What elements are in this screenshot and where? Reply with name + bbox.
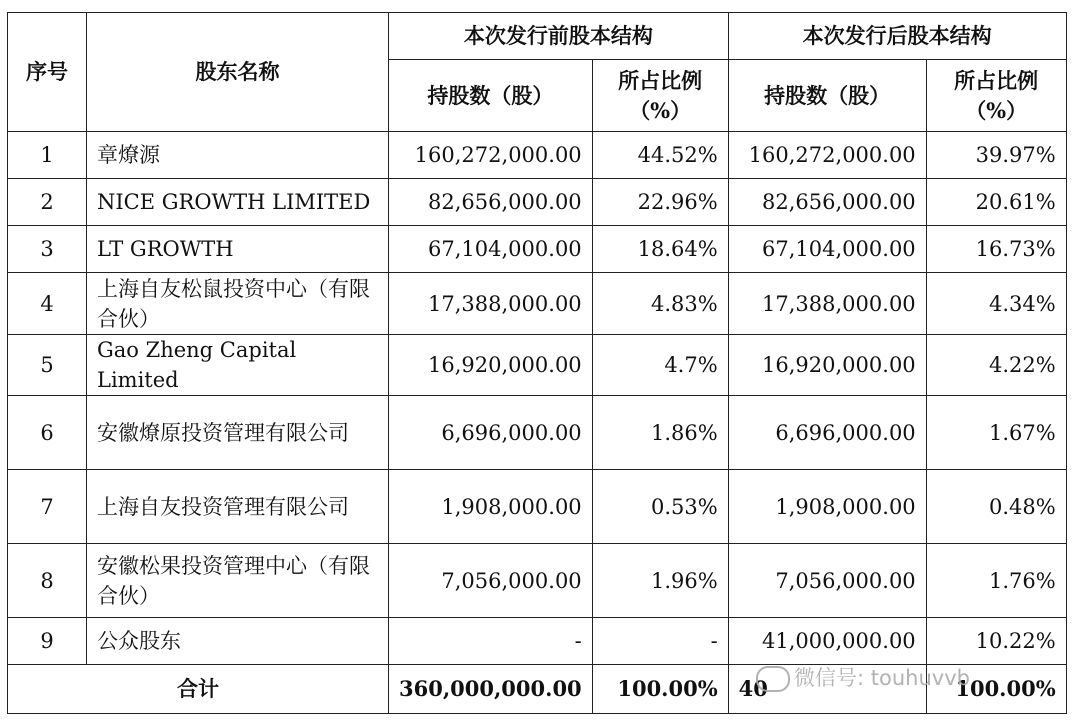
- table-row: [8, 335, 1067, 396]
- row-before-ratio: 44.52%: [592, 132, 728, 179]
- table-row: [8, 226, 1067, 273]
- row-before-shares: 82,656,000.00: [389, 179, 593, 226]
- row-after-ratio: 20.61%: [926, 179, 1066, 226]
- row-before-shares: 6,696,000.00: [389, 396, 593, 470]
- row-before-shares: 17,388,000.00: [389, 273, 593, 335]
- row-before-shares: 7,056,000.00: [389, 544, 593, 618]
- row-seq: 5: [8, 335, 87, 396]
- row-before-ratio: 0.53%: [592, 470, 728, 544]
- total-before-ratio: 100.00%: [592, 665, 728, 714]
- row-after-ratio: 10.22%: [926, 618, 1066, 665]
- row-after-shares: 7,056,000.00: [728, 544, 926, 618]
- row-after-ratio: 4.34%: [926, 273, 1066, 335]
- row-after-shares: 41,000,000.00: [728, 618, 926, 665]
- row-before-shares: 16,920,000.00: [389, 335, 593, 396]
- row-name: LT GROWTH: [87, 226, 389, 273]
- row-seq: 4: [8, 273, 87, 335]
- row-before-shares: 1,908,000.00: [389, 470, 593, 544]
- row-before-shares: 160,272,000.00: [389, 132, 593, 179]
- row-after-ratio: 4.22%: [926, 335, 1066, 396]
- header-ratio-line1: 所占比例: [954, 67, 1039, 93]
- row-after-ratio: 0.48%: [926, 470, 1066, 544]
- row-before-ratio: 4.83%: [592, 273, 728, 335]
- row-seq: 8: [8, 544, 87, 618]
- row-seq: 2: [8, 179, 87, 226]
- row-after-ratio: 39.97%: [926, 132, 1066, 179]
- row-before-shares: 67,104,000.00: [389, 226, 593, 273]
- row-after-shares: 17,388,000.00: [728, 273, 926, 335]
- row-before-ratio: 4.7%: [592, 335, 728, 396]
- header-seq: 序号: [8, 13, 87, 132]
- row-name: 安徽燎原投资管理有限公司: [87, 396, 389, 470]
- row-seq: 3: [8, 226, 87, 273]
- total-after-ratio: 100.00%: [926, 665, 1066, 714]
- header-before-ratio: [592, 60, 728, 132]
- table-body: [8, 132, 1067, 665]
- row-seq: 6: [8, 396, 87, 470]
- row-seq: 9: [8, 618, 87, 665]
- header-after-ratio: [926, 60, 1066, 132]
- table-row: [8, 273, 1067, 335]
- total-label: 合计: [8, 665, 389, 714]
- total-after-shares: 40: [728, 665, 926, 714]
- row-before-ratio: 1.96%: [592, 544, 728, 618]
- header-ratio-line1: 所占比例: [618, 67, 703, 93]
- shareholder-structure-table: [7, 12, 1067, 714]
- row-name: 公众股东: [87, 618, 389, 665]
- row-after-shares: 16,920,000.00: [728, 335, 926, 396]
- header-row-1: [8, 13, 1067, 60]
- row-name: 安徽松果投资管理中心（有限合伙）: [87, 544, 389, 618]
- row-after-ratio: 1.67%: [926, 396, 1066, 470]
- row-after-shares: 160,272,000.00: [728, 132, 926, 179]
- header-name: 股东名称: [87, 13, 389, 132]
- header-after-group: 本次发行后股本结构: [728, 13, 1066, 60]
- row-before-ratio: -: [592, 618, 728, 665]
- header-before-shares: 持股数（股）: [389, 60, 593, 132]
- row-seq: 1: [8, 132, 87, 179]
- table-row: [8, 544, 1067, 618]
- header-ratio-line2: （%）: [965, 97, 1028, 123]
- row-name: 上海自友投资管理有限公司: [87, 470, 389, 544]
- row-before-ratio: 1.86%: [592, 396, 728, 470]
- header-before-group: 本次发行前股本结构: [389, 13, 729, 60]
- row-name: 上海自友松鼠投资中心（有限合伙）: [87, 273, 389, 335]
- row-after-shares: 6,696,000.00: [728, 396, 926, 470]
- row-name: Gao Zheng Capital Limited: [87, 335, 389, 396]
- row-before-ratio: 18.64%: [592, 226, 728, 273]
- row-after-shares: 82,656,000.00: [728, 179, 926, 226]
- table-row: [8, 470, 1067, 544]
- table-row: [8, 618, 1067, 665]
- wechat-icon: [756, 666, 790, 692]
- row-after-ratio: 1.76%: [926, 544, 1066, 618]
- row-after-shares: 1,908,000.00: [728, 470, 926, 544]
- row-before-ratio: 22.96%: [592, 179, 728, 226]
- watermark-text: 微信号: touhuvvb: [794, 666, 970, 690]
- watermark: [756, 662, 970, 692]
- header-ratio-line2: （%）: [629, 97, 692, 123]
- table-row: [8, 132, 1067, 179]
- row-before-shares: -: [389, 618, 593, 665]
- table-row: [8, 396, 1067, 470]
- total-before-shares: 360,000,000.00: [389, 665, 593, 714]
- row-name: NICE GROWTH LIMITED: [87, 179, 389, 226]
- row-after-ratio: 16.73%: [926, 226, 1066, 273]
- row-after-shares: 67,104,000.00: [728, 226, 926, 273]
- header-after-shares: 持股数（股）: [728, 60, 926, 132]
- row-seq: 7: [8, 470, 87, 544]
- table-row: [8, 179, 1067, 226]
- row-name: 章燎源: [87, 132, 389, 179]
